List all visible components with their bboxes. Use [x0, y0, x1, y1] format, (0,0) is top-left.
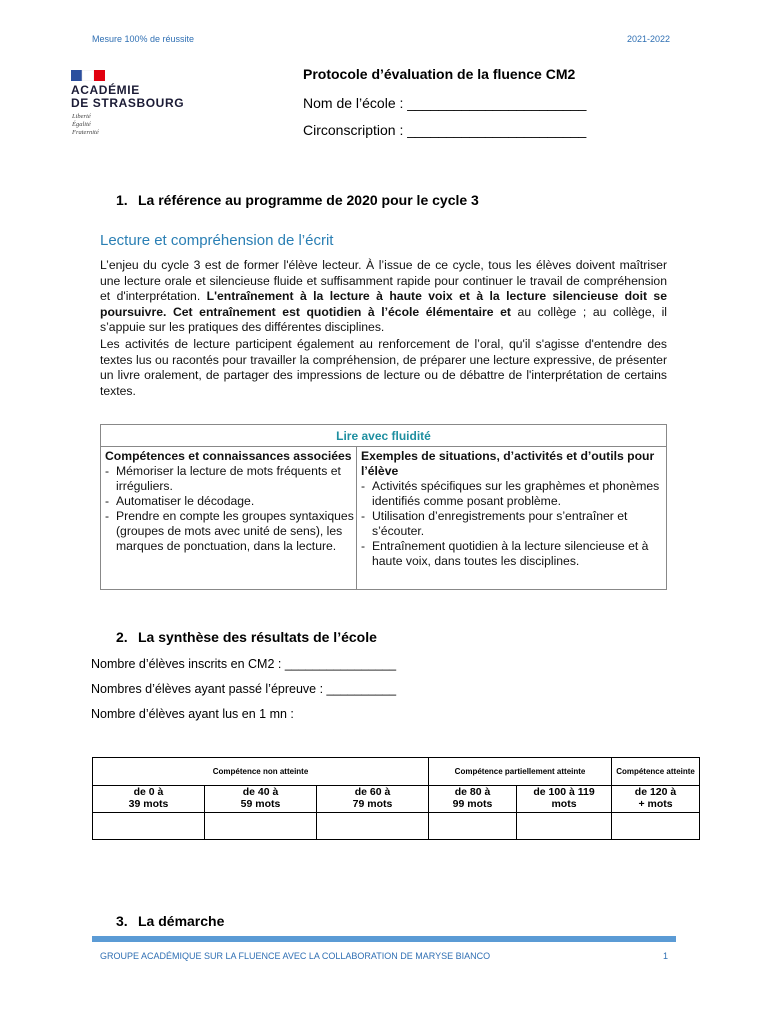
program-table-divider: [356, 447, 357, 589]
results-group-row: [93, 758, 700, 786]
section-1-title: La référence au programme de 2020 pour le cycle 3: [138, 192, 479, 208]
col-2-header: Exemples de situations, d’activités et d’outils pour l’élève: [361, 449, 655, 478]
enrolled-count-line: Nombre d’élèves inscrits en CM2 : ________________: [91, 657, 397, 671]
range-line: + mots: [638, 798, 673, 810]
range-line: mots: [551, 798, 577, 810]
program-table-col-2: [361, 449, 661, 569]
group-partially-reached: Compétence partiellement atteinte: [429, 758, 612, 786]
paragraph-1-part-a: L’enjeu du cycle 3 est de former l'élève lecteur. À l’issue de ce cycle, tous les élèves doivent maîtriser une lecture orale et silencieuse fluide et suffisamment rapide pour continuer le travail de compréhension et d'interprétation.: [100, 258, 667, 303]
circonscription-field: Circonscription : _______________________: [303, 122, 587, 138]
section-1-heading: [116, 192, 479, 208]
range-cell: [429, 786, 517, 813]
range-line: de 0 à: [133, 786, 164, 798]
range-line: 59 mots: [240, 798, 281, 810]
header-right: 2021-2022: [627, 34, 671, 44]
tested-count-line: Nombres d’élèves ayant passé l’épreuve : __________: [91, 682, 397, 696]
paragraph-1-part-c: au collège ; au collège, il s’appuie sur les pratiques des différentes disciplines.: [100, 304, 667, 334]
read-one-minute-line: Nombre d’élèves ayant lus en 1 mn :: [91, 707, 294, 721]
motto-fraternite: Fraternité: [72, 129, 99, 136]
entry-cell: [317, 813, 429, 840]
col-1-item: - Prendre en compte les groupes syntaxiques (groupes de mots avec unité de sens), les marques de ponctuation, dans la lecture.: [105, 509, 355, 554]
col-1-item: - Mémoriser la lecture de mots fréquents et irréguliers.: [105, 464, 355, 494]
section-2-title: La synthèse des résultats de l’école: [138, 629, 377, 645]
range-line: de 60 à: [354, 786, 391, 798]
footer-text: GROUPE ACADÉMIQUE SUR LA FLUENCE AVEC LA COLLABORATION DE MARYSE BIANCO: [100, 951, 491, 961]
range-line: 79 mots: [352, 798, 393, 810]
entry-cell: [429, 813, 517, 840]
range-cell: [205, 786, 317, 813]
entry-cell: [517, 813, 612, 840]
section-2-number: 2.: [116, 629, 128, 645]
range-line: de 120 à: [634, 786, 677, 798]
program-table: [100, 424, 667, 590]
page-number: 1: [663, 951, 669, 961]
col-2-item: - Utilisation d’enregistrements pour s’entraîner et s’écouter.: [361, 509, 661, 539]
range-line: de 80 à: [454, 786, 491, 798]
entry-cell: [205, 813, 317, 840]
col-1-header: Compétences et connaissances associées: [105, 449, 352, 463]
entry-cell: [93, 813, 205, 840]
excerpt-title: Lecture et compréhension de l’écrit: [100, 232, 334, 249]
range-line: de 100 à 119: [533, 786, 595, 798]
excerpt-paragraph-2: Les activités de lecture participent également au renforcement de l’oral, qu'il s'agisse d'entendre des textes lus ou racontés pour travailler la compréhension, de préparer une lecture expressive, de présenter un livre oralement, de partager des impressions de lecture ou de débattre de l'interprétation de certains textes.: [100, 337, 667, 398]
group-reached: Compétence atteinte: [612, 758, 700, 786]
range-cell: [612, 786, 700, 813]
col-1-item: - Automatiser le décodage.: [105, 494, 355, 509]
col-2-item: - Entraînement quotidien à la lecture silencieuse et à haute voix, dans toutes les disciplines.: [361, 539, 661, 569]
col-2-item: - Activités spécifiques sur les graphèmes et phonèmes identifiés comme posant problème.: [361, 479, 661, 509]
program-table-caption: Lire avec fluidité: [101, 425, 666, 447]
motto-egalite: Égalité: [72, 121, 91, 128]
logo-motto: [72, 113, 99, 137]
section-1-number: 1.: [116, 192, 128, 208]
section-3-heading: [116, 913, 224, 929]
range-line: 39 mots: [128, 798, 169, 810]
paragraph-1-part-b: L'entraînement à la lecture à haute voix et à la lecture silencieuse doit se poursuivre. Cet entraînement est quotidien à l’école élémentaire et: [100, 289, 667, 319]
group-not-reached: Compétence non atteinte: [93, 758, 429, 786]
header-left: Mesure 100% de réussite: [92, 34, 195, 44]
motto-liberte: Liberté: [72, 113, 91, 120]
range-line: de 40 à: [242, 786, 279, 798]
program-table-col-1: [105, 449, 355, 554]
logo-line-2: DE STRASBOURG: [71, 96, 185, 110]
footer-bar: [92, 936, 676, 942]
section-3-number: 3.: [116, 913, 128, 929]
academie-logo-icon: [71, 70, 105, 81]
section-2-heading: [116, 629, 377, 645]
range-cell: [93, 786, 205, 813]
range-cell: [517, 786, 612, 813]
results-range-row: [93, 786, 700, 813]
results-entry-row: [93, 813, 700, 840]
document-title: Protocole d’évaluation de la fluence CM2: [303, 66, 576, 82]
school-name-field: Nom de l’école : _______________________: [303, 95, 587, 111]
entry-cell: [612, 813, 700, 840]
results-table: [92, 757, 700, 840]
range-line: 99 mots: [452, 798, 493, 810]
logo-line-1: ACADÉMIE: [71, 83, 140, 97]
section-3-title: La démarche: [138, 913, 225, 929]
range-cell: [317, 786, 429, 813]
excerpt-paragraph-1: [100, 258, 667, 336]
